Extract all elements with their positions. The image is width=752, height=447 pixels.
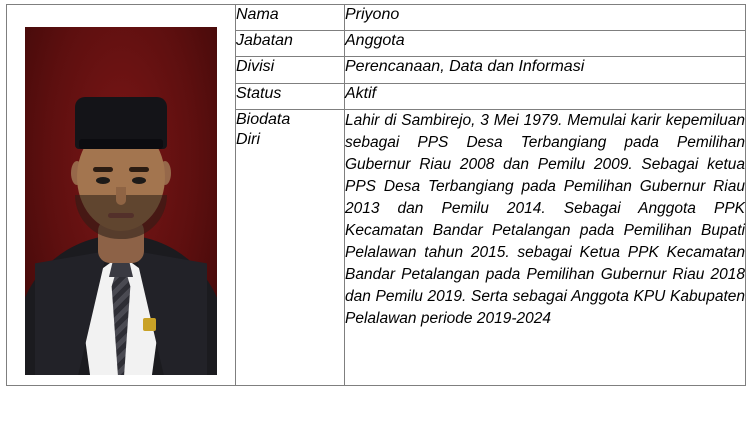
row-label-jabatan: Jabatan [236,31,345,57]
eyebrow-left [93,167,113,172]
mouth [108,213,134,218]
profile-table [6,4,746,386]
row-label-nama: Nama [236,5,345,31]
row-value-status: Aktif [345,83,746,109]
nose [116,187,126,205]
table-row [7,5,746,31]
row-label-biodata [236,109,345,385]
songkok-cap [75,97,167,149]
eye-left [96,177,110,184]
eye-right [132,177,146,184]
row-value-divisi: Perencanaan, Data dan Informasi [345,57,746,83]
photo-cell [7,5,236,386]
document-page [0,4,752,447]
row-value-jabatan: Anggota [345,31,746,57]
portrait-photo [25,27,217,375]
eyebrow-right [129,167,149,172]
biodata-label-line2: Diri [236,130,260,148]
row-label-divisi: Divisi [236,57,345,83]
lapel-badge [143,318,156,331]
row-value-nama: Priyono [345,5,746,31]
row-value-biodata: Lahir di Sambirejo, 3 Mei 1979. Memulai karir kepemiluan sebagai PPS Desa Terbangiang pada Pemilihan Gubernur Riau 2008 dan Pemilu 2009. Sebagai ketua PPS Desa Terbangiang pada Pemilihan Gubernur Riau 2013 dan Pemilu 2014. Sebagai Anggota PPK Kecamatan Bandar Petalangan pada Pemilihan Bupati Pelalawan tahun 2015. sebagai Ketua PPK Kecamatan Bandar Petalangan pada Pemilihan Gubernur Riau 2018 dan Pemilu 2019. Serta sebagai Anggota KPU Kabupaten Pelalawan periode 2019-2024 [345,109,746,385]
biodata-label-line1: Biodata [236,110,291,128]
row-label-status: Status [236,83,345,109]
